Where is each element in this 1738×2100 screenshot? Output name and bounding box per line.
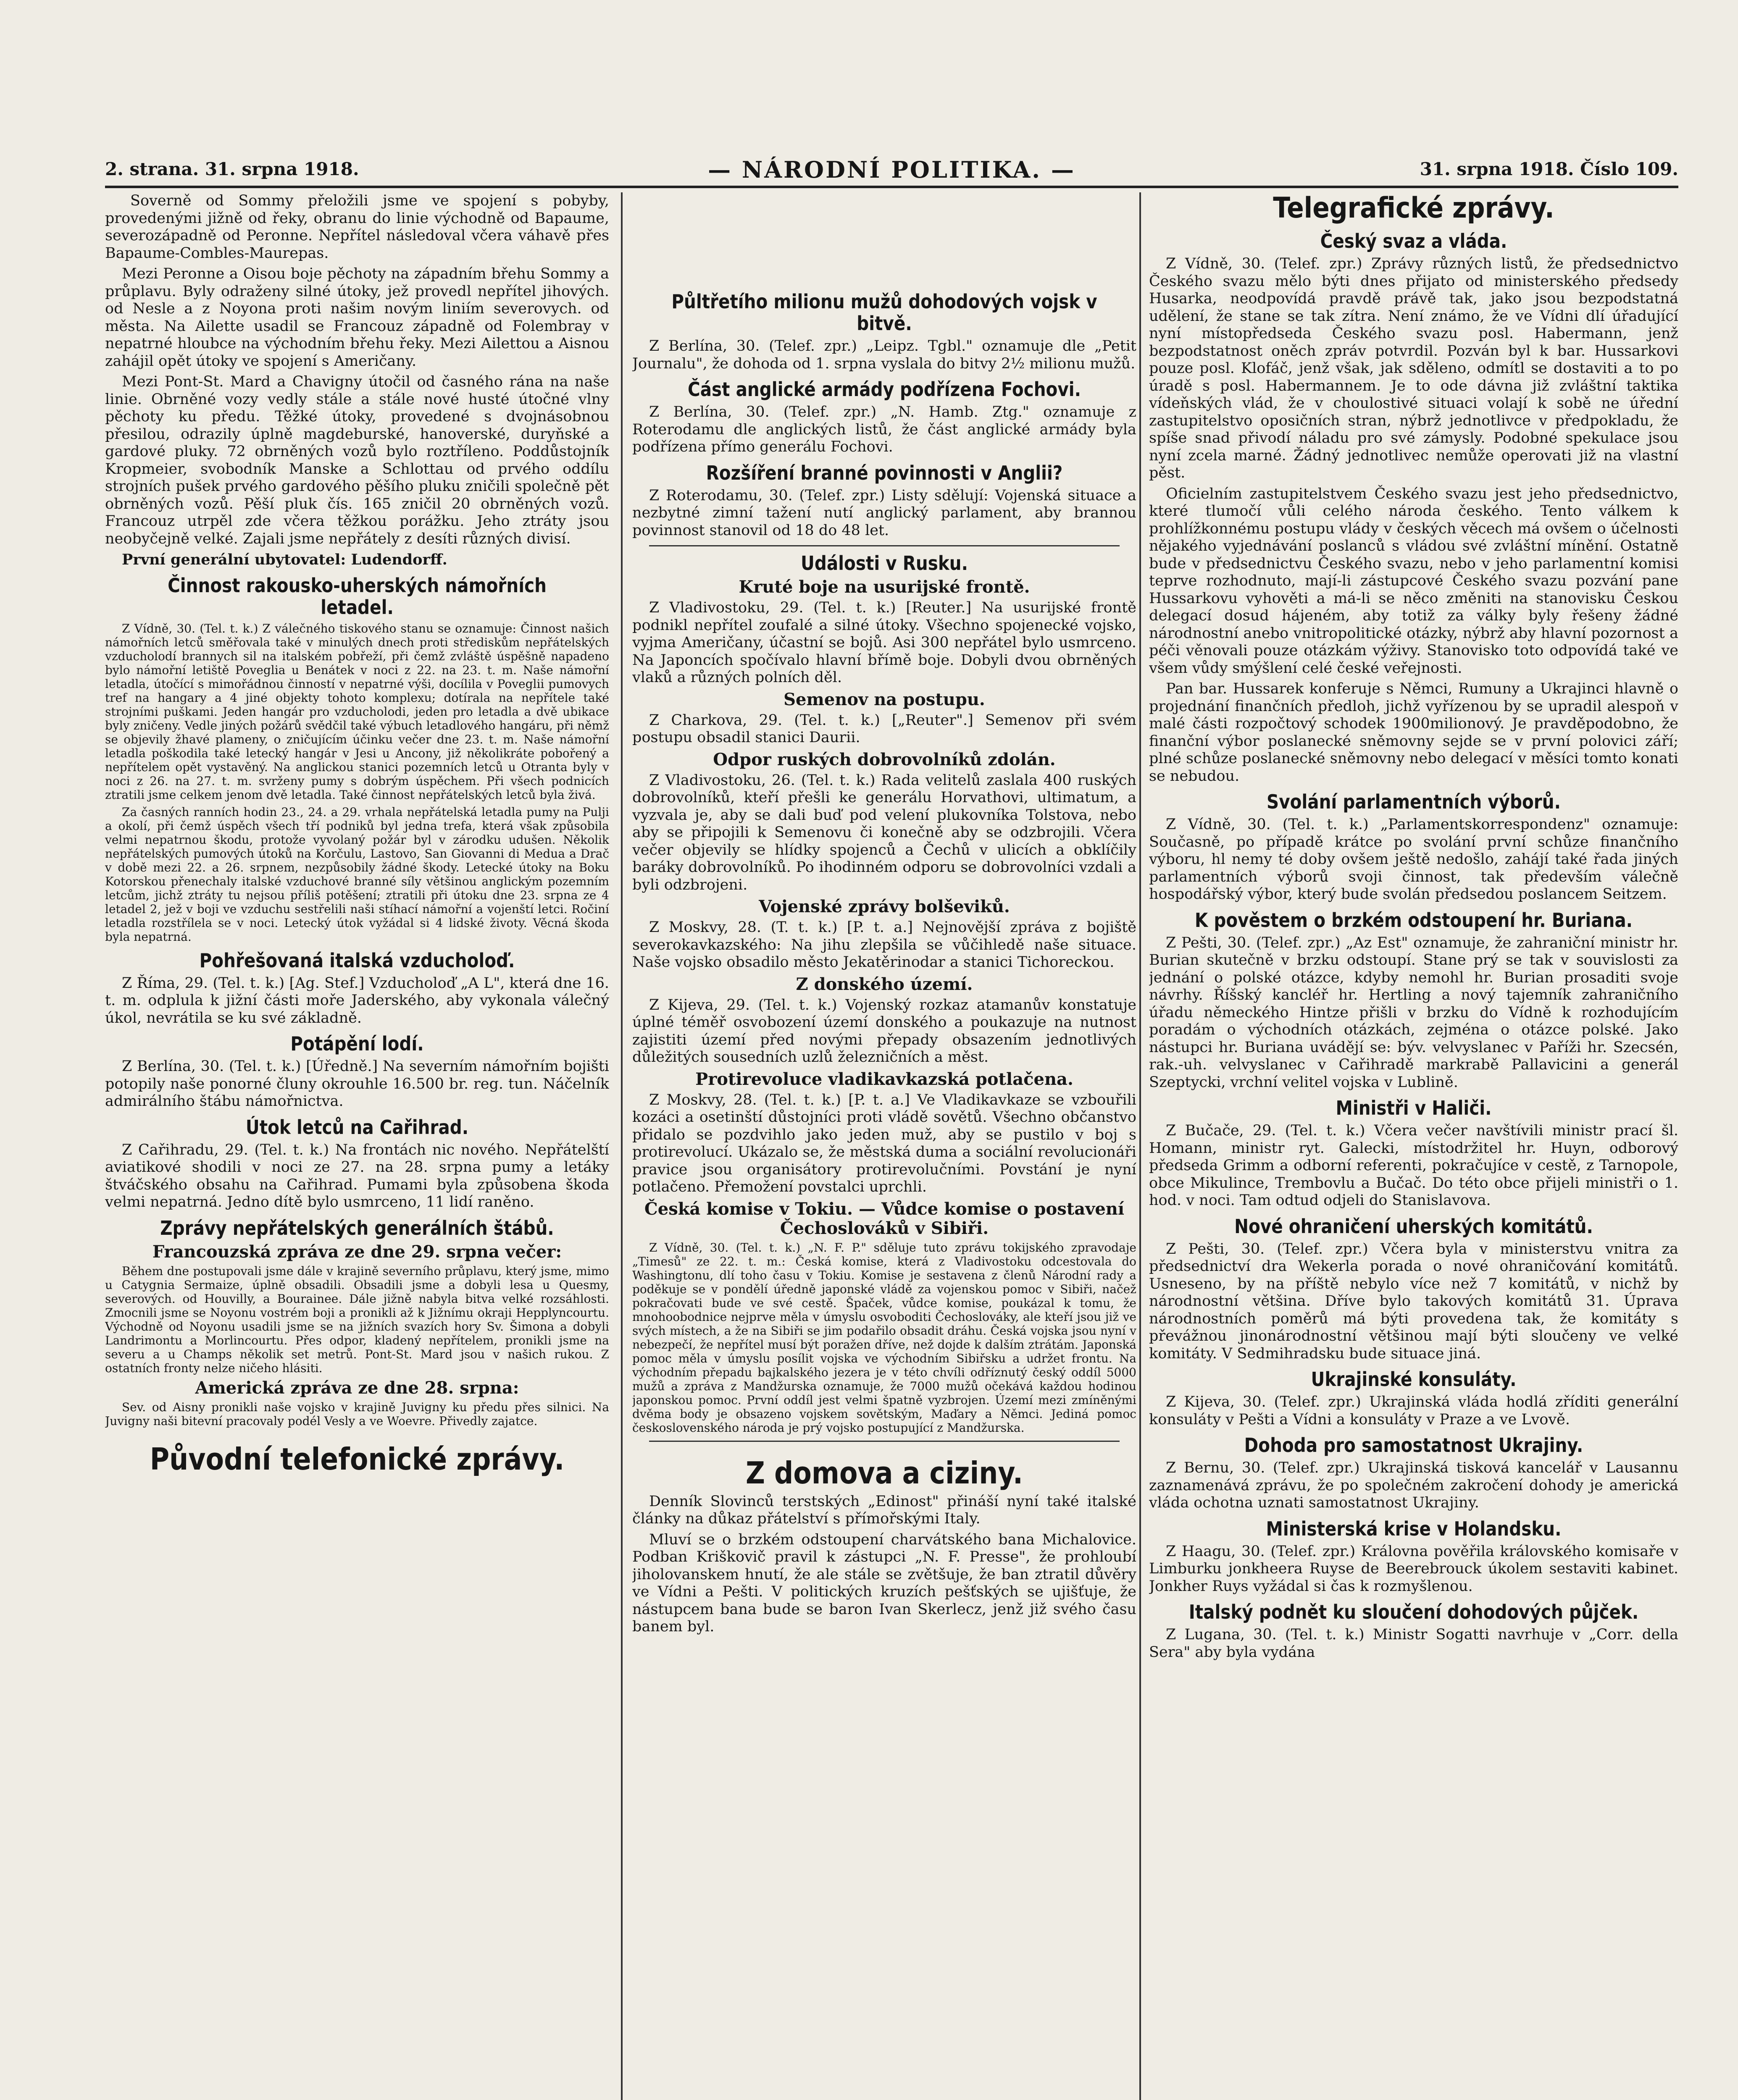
signature: První generální ubytovatel: Ludendorff. — [122, 551, 447, 568]
subheadline: Francouzská zpráva ze dne 29. srpna večer: — [152, 1242, 562, 1262]
article-paragraph: Z Berlína, 30. (Telef. zpr.) „Leipz. Tgbl." oznamuje dle „Petit Journalu", že dohoda od 1. srpna vyslala do bitvy 2½ milionu mužů. — [632, 338, 1136, 372]
article-paragraph: Z Pešti, 30. (Telef. zpr.) „Az Est" oznamuje, že zahraniční ministr hr. Burian skutečně v brzku odstoupí. Stane prý se tak v souvislosti za jednání o polské otázce, kdyby nemohl hr. Burian prosaditi svoje návrhy. Říšský kancléř hr. Hertling a nový tajemník zahraničního úřadu německého Hintze přišli v brzku do Vídně k rozhodujícím poradám o východních otázkách, zejména o otázce polské. Jako nástupci hr. Buriana uvádějí se: býv. velvyslanec v Paříži hr. Szecsén, rak.-uh. velvyslanec v Cařihradě markrabě Pallavicini a generál Szeptycki, vrchní velitel vojska v Lublině. — [1149, 934, 1678, 1091]
article-paragraph: Z Haagu, 30. (Telef. zpr.) Královna pověřila královského komisaře v Limburku jonkheera Ruyse de Beerebrouck úkolem sestaviti kabinet. Jonkher Ruys vyžádal si čas k rozmyšlenou. — [1149, 1543, 1678, 1595]
headline: Půltřetího milionu mužů dohodových vojsk v bitvě. — [671, 290, 1097, 335]
newspaper-title: — NÁRODNÍ POLITIKA. — — [708, 156, 1075, 183]
subheadline: Americká zpráva ze dne 28. srpna: — [195, 1378, 519, 1398]
article-paragraph: Z Vladivostoku, 26. (Tel. t. k.) Rada velitelů zaslala 400 ruských dobrovolníků, kteří přešli ke generálu Horvathovi, ultimatum, a vyzvala je, aby se dali buď pod velení plukovníka Tolstova, nebo aby se připojili k Semenovu či konečně aby se odzbrojili. Včera večer objevily se hlídky spojenců a Čechů v ulicích a obklíčily baráky dobrovolníků. Po ihodinném odporu se dobrovolníci vzdali a byli odzbrojeni. — [632, 772, 1136, 893]
article-paragraph: Z Pešti, 30. (Telef. zpr.) Včera byla v ministerstvu vnitra za předsednictví dra Wekerla porada o nové ohraničování komitátů. Usneseno, by na příště nebylo více než 7 komitátů, v nichž by národnostní většina. Dříve bylo takových komitátů 31. Úprava národnostních poměrů má býti provedena tak, že komitáty s převážnou jinonárodnostní většinou mají býti sloučeny ve velké komitáty. V Sedmihradsku bude situace jiná. — [1149, 1240, 1678, 1362]
headline: Rozšíření branné povinnosti v Anglii? — [706, 461, 1063, 484]
article-paragraph: Z Charkova, 29. (Tel. t. k.) [„Reuter".] Semenov při svém postupu obsadil stanici Daurii. — [632, 711, 1136, 746]
article-paragraph: Z Kijeva, 29. (Tel. t. k.) Vojenský rozkaz atamanův konstatuje úplné téměř osvobození území donského a poukazuje na nutnost zajistiti území před novými přepady obsazením jednotlivých důležitých sousedních uzlů železničních a měst. — [632, 996, 1136, 1066]
section-headline: Původní telefonické zprávy. — [150, 1441, 565, 1477]
headline: Ministři v Haliči. — [1336, 1097, 1492, 1119]
issue-date: 2. strana. 31. srpna 1918. — [105, 159, 359, 179]
column-1 — [105, 192, 609, 2100]
headline: Pohřešovaná italská vzducholoď. — [199, 949, 515, 972]
article-paragraph: Z Vídně, 30. (Tel. t. k.) „Parlamentskorrespondenz" oznamuje: Současně, po případě krátce po svolání první schůze finančního výboru, hl nemy té doby ovšem ještě nedošlo, zahájí také řada jiných parlamentních výborů svoji činnost, tak především válečně hospodářský výbor, který bude svolán předsedou poslancem Seitzem. — [1149, 816, 1678, 903]
headline: Italský podnět ku sloučení dohodových půjček. — [1188, 1601, 1639, 1623]
article-paragraph: Z Bernu, 30. (Telef. zpr.) Ukrajinská tisková kancelář v Lausannu zaznamenává zprávu, že po společném zakročení dohody je americká vláda ochotna uznati samostatnost Ukrajiny. — [1149, 1460, 1678, 1511]
article-paragraph: Z Vídně, 30. (Tel. t. k.) Z válečného tiskového stanu se oznamuje: Činnost našich námořních letců směřovala také v minulých dnech proti střediskům nepřátelských vzducholodí brannych sil na italském pobřeží, při čemž zvláště úspěšně napadeno bylo námořní letiště Povegliа u Benátek v noci z 22. na 23. t. m. Naše námořní letadla, útočící s mimořádnou činností v nepatrné výši, docílila v Povegliі pumovych tref na hangary a 4 jiné objekty tohoto komplexu; dotírala na nepřítele také strojními puškami. Jeden hangár pro vzducholodi, jeden pro letadla a dvě ubikace byly zničeny. Vedle jiných požárů svědčil také výbuch letadlového hangáru, při němž se objevily žhavé plameny, o zničujícím účinku večer dne 23. t. m. Naše námořní letadla poškodila také letecký hangár v Jesi u Ancony, již několikráte pobořený a nepřítelem opět vystavěný. Na anglickou stanici pozemních letců u Otranta byly v noci z 26. na 27. t. m. svrženy pumy s dobrým úspěchem. Při všech podnicích ztratili jsme celkem jenom dvě letadla. Také činnost nepřátelských letců byla živá. — [105, 621, 609, 802]
issue-number: 31. srpna 1918. Číslo 109. — [1420, 159, 1678, 179]
article-paragraph: Soverně od Sommy přeložili jsme ve spojení s pobyby, provedenými jižně od řeky, obranu do linie východně od Bapaume, severozápadně od Peronne. Nepřítel následoval včera váhavě přes Bapaume-Combles-Maurepas. — [105, 192, 609, 262]
article-paragraph: Z Vídně, 30. (Telef. zpr.) Zprávy různých listů, že předsednictvo Českého svazu mělo býti dnes přijato od ministerského předsedy Husarka, neodpovídá pravdě právě tak, jako jsou bezpodstatná udělení, že stane se tak zítra. Není známo, že ve Vídni dlí úřadující nyní místopředseda Českého svazu posl. Habermann, jenž bezpodstatnost oněch zpráv potvrdil. Pozván byl k bar. Hussarkovi pouze posl. Klofáč, jenž však, jak sděleno, odmítl se dostaviti a to po úradě s posl. Habermannem. Je to ode dávna již zvláštní taktika vídeňských vlád, že v choulostivé situaci volají k sobě ne úřední zastupitelstvo oposičních stran, nýbrž jednotlivce v předpokladu, že spíše snad přivodí náladu pro své zámysly. Podobné spekulace jsou nyní zcela marné. Žádný jednotlivec nemůže operovati již na vlastní pěst. — [1149, 255, 1678, 481]
column-rule — [621, 192, 623, 2100]
article-paragraph: Pan bar. Hussarek konferuje s Němci, Rumuny a Ukrajinci hlavně o projednání finančních předloh, jichž vyřízenou by se upradil alespoň v malé části rozpočtový schodek 1900milionový. Je pravděpodobno, že finanční výbor poslanecké sněmovny sejde se v první polovici září; plné schůze poslanecké sněmovny nebo delegací v měsíci tomto konati se nebudou. — [1149, 680, 1678, 785]
article-paragraph: Mezi Pont-St. Mard a Chavigny útočil od časného rána na naše linie. Obrněné vozy vedly stále a stále nové husté útočné vlny pěchoty ku předu. Těžké útoky, provedené s dvojnásobnou přesilou, odrazily úplně magdeburské, hanoverské, duryňské a gardové pluky. 72 obrněných vozů bylo roztříleno. Poddůstojník Kropmeier, svobodník Manske a Schlottau od prvého oddílu strojních pušek prvého gardového pěšího pluku zničili společně pět obrněných vozů. Pěší pluk čís. 165 zničil 20 obrněných vozů. Francouz utrpěl zde včera těžkou porážku. Jeho ztráty jsou neobyčejně velké. Zajali jsme nepřátely z desíti různých divisí. — [105, 373, 609, 547]
column-2 — [632, 192, 1136, 2100]
subheadline: Semenov na postupu. — [784, 689, 985, 709]
article-paragraph: Za časných ranních hodin 23., 24. a 29. vrhala nepřátelská letadla pumy na Pulji a okolí, při čemž úspěch všech tří podniků byl jedna trefa, která však způsobila velmi nepatrnou škodu, protože vyvolaný požár byl v zárodku udušen. Několik nepřátelských pumových útoků na Korčulu, Lastovo, San Giovanni di Medua a Drač v době mezi 22. a 26. srpnem, nezpůsobily žádné škody. Letecké útoky na Boku Kotorskou přenechaly italské vzduchové branné síly většinou anglickým pozemním letcům, jichž ztráty tu nejsou příliš potěšení; ztratili při útoku dne 23. srpna ze 4 letadel 2, jež v boji ve vzduchu sestřelili naši stíhací námořní a vojenští letci. Ročiní letadla rozstřílela se v noci. Letecký útok vyžádal si 4 lidské životy. Věcná škoda byla nepatrná. — [105, 805, 609, 944]
article-paragraph: Z Říma, 29. (Tel. t. k.) [Ag. Stef.] Vzducholoď „A L", která dne 16. t. m. odplula k jižní části moře Jaderského, aby vykonala válečný úkol, nevrátila se ku své základně. — [105, 974, 609, 1026]
article-paragraph: Z Lugana, 30. (Tel. t. k.) Ministr Sogatti navrhuje v „Corr. della Sera" aby byla vydána — [1149, 1626, 1678, 1661]
headline: Dohoda pro samostatnost Ukrajiny. — [1244, 1434, 1583, 1457]
article-paragraph: Denník Slovinců terstských „Edinost" přináší nyní také italské články na důkaz přátelství s přímořskými Italy. — [632, 1493, 1136, 1527]
article-paragraph: Z Vídně, 30. (Tel. t. k.) „N. F. P." sděluje tuto zprávu tokijského zpravodaje „Timesů" ze 22. t. m.: Česká komise, která z Vladivostoku odcestovala do Washingtonu, dlí toho času v Tokiu. Komise je sestavena z členů Národní rady a poděkuje se v pondělí úředně japonské vládě za vojenskou pomoc v Sibiři, načež pokračovati bude ve své cestě. Špaček, vůdce komise, poukázal k tomu, že mnohoobodnice nejprve měla v úmyslu osvoboditi Čechoslováky, ale kteří jsou již ve svých místech, a že na Sibiři se jim podařilo obsadit dráhu. Česká vojska jsou nyní v nebezpečí, že nepřítel musí být poražen dříve, než dojde k dalším ztrátám. Japonská pomoc měla v úmyslu posílit vojska ve východním Sibiřsku a udržet frontu. Na východním přepadu bajkalského jezera je v této chvíli odříznutý český oddíl 5000 mužů a zpráva z Mandžurska oznamuje, že 7000 mužů očekává každou hodinou japonskou pomoc. První oddíl jest velmi špatně vyzbrojen. Území mezi zmíněnými dvěma body je obsazeno vojskem sovětským, Maďary a Němci. Jediná pomoc československého národa je prý vojsko postupující z Mandžurska. — [632, 1240, 1136, 1435]
column-3 — [1149, 192, 1678, 2100]
section-headline: Z domova a ciziny. — [746, 1455, 1023, 1491]
headline: Český svaz a vláda. — [1320, 230, 1507, 252]
headline: Nové ohraničení uherských komitátů. — [1234, 1215, 1593, 1238]
article-paragraph: Z Kijeva, 30. (Telef. zpr.) Ukrajinská vláda hodlá zříditi generální konsuláty v Pešti a Vídni a konsuláty v Praze a ve Lvově. — [1149, 1394, 1678, 1428]
article-paragraph: Mluví se o brzkém odstoupení charvátského bana Michalovice. Podban Kriškovič pravil k zástupci „N. F. Presse", že prohloubí jiholovanskem hnutí, že ale stále se zvětšuje, že ban ztratil důvěry ve Vídni a Pešti. V politických kruzích pešťských se ujišťuje, že nástupcem bana bude se baron Ivan Skerlecz, jenž již svého času banem byl. — [632, 1531, 1136, 1635]
article-paragraph: Oficielním zastupitelstvem Českého svazu jest jeho předsednictvo, které tlumočí vůli celého národa českého. Tento válkem k prohlížkonnému postupu vlády v českých věcech má ovšem o účelnosti nějakého vyjednávání poslanců s vládou své zvláštní mínění. Ostatně bude v předsednictvu Českého svazu, nebo v jeho parlamentní komisi teprve rozhodnuto, mají-li zástupcové Českého svazu pozvání pane Hussarkovu vyhověti a má-li se něco změniti na stanovisku Českou delegací dosud hájeném, aby totiž za války byly řešeny žádné národnostní anebo vnitropolitické otázky, nýbrž aby hlavní pozornost a péči věnovali pouze otázkám výživy. Stanovisko toto odpovídá také ve všem vůdy smýšlení celé české veřejnosti. — [1149, 485, 1678, 677]
subheadline: Kruté boje na usurijské frontě. — [739, 577, 1030, 597]
column-rule — [1139, 192, 1141, 2100]
headline: Svolání parlamentních výborů. — [1267, 790, 1561, 813]
subheadline: Odpor ruských dobrovolníků zdolán. — [713, 749, 1056, 769]
headline: Zprávy nepřátelských generálních štábů. — [160, 1216, 554, 1239]
article-paragraph: Z Roterodamu, 30. (Telef. zpr.) Listy sdělují: Vojenská situace a nezbytné zimní tažení nutí anglický parlament, aby brannou povinnost stanovil od 18 do 48 let. — [632, 487, 1136, 539]
headline: Události v Rusku. — [801, 552, 968, 575]
subheadline: Protirevoluce vladikavkazská potlačena. — [695, 1069, 1073, 1089]
headline: Ukrajinské konsuláty. — [1311, 1368, 1517, 1391]
article-paragraph: Z Cařihradu, 29. (Tel. t. k.) Na frontách nic nového. Nepřátelští aviatikové shodili v noci ze 27. na 28. srpna pumy a letáky štváčského obsahu na Cařihrad. Pumami byla způsobena škoda velmi nepatrná. Jedno dítě bylo usmrceno, 11 lidí raněno. — [105, 1141, 609, 1210]
article-paragraph: Během dne postupovali jsme dále v krajině severního průplavu, který jsme, mimo u Catygnia Sermaize, úplně obsadili. Obsadili jsme a dobyli lesa u Quesmy, severových. od Houvilly, a Bourainee. Dále jižně nabyla bitva velké rozsáhlosti. Zmocnili jsme se Noyonu vostrém boji a pronikli až k Jižnímu okraji Hepplyncourtu. Východně od Noyonu usadili jsme se na jižních svazích hory Sv. Šimona a dobyli Landrimontu a Morlincourtu. Přes odpor, kladený nepřítelem, pronikli jsme na severu a u Champs několik set metrů. Pont-St. Mard jsou v našich rukou. Z ostatních fronty nelze ničeho hlásiti. — [105, 1264, 609, 1375]
headline: Potápění lodí. — [290, 1032, 424, 1055]
headline: Útok letců na Cařihrad. — [245, 1116, 469, 1139]
article-paragraph: Z Moskvy, 28. (T. t. k.) [P. t. a.] Nejnovější zpráva z bojiště severokavkazského: Na jihu zlepšila se vůčihledě naše situace. Naše vojsko obsadilo město Jekatěrinodar a stanici Tichoreckou. — [632, 919, 1136, 971]
article-paragraph: Z Bučače, 29. (Tel. t. k.) Včera večer navštívili ministr prací šl. Homann, ministr ryt. Galecki, místodržitel hr. Huyn, odborový předseda Grimm a odborní referenti, pokračujíce v cestě, z Tarnopole, obce Mikulince, Trembovlu a Bučač. Do této obce přijeli ministři o 1. hod. v noci. Tam odtud odjeli do Stanislavova. — [1149, 1122, 1678, 1209]
headline: Ministerská krise v Holandsku. — [1266, 1517, 1562, 1540]
headline: K pověstem o brzkém odstoupení hr. Buriana. — [1194, 908, 1633, 932]
separator — [649, 1441, 1120, 1442]
article-paragraph: Z Berlína, 30. (Tel. t. k.) [Úředně.] Na severním námořním bojišti potopily naše ponorné čluny okrouhle 16.500 br. reg. tun. Náčelník admirálního štábu námořnictva. — [105, 1058, 609, 1110]
article-paragraph: Mezi Peronne a Oisou boje pěchoty na západním břehu Sommy a průplavu. Byly odraženy silné útoky, jež provedl nepřítel jihových. od Nesle a z Noyona proti našim novým liniím severovych. od města. Na Ailette usadil se Francouz západně od Folembray v nepatrné hloubce na východním břehu řeky. Mezi Ailettou a Aisnou zahájil opět útoky ve spojení s Američany. — [105, 265, 609, 370]
subheadline: Z donského území. — [796, 974, 973, 994]
subheadline: Vojenské zprávy bolševiků. — [759, 897, 1010, 916]
masthead — [105, 156, 1678, 188]
headline: Činnost rakousko-uherských námořních letadel. — [168, 574, 547, 619]
article-paragraph: Sev. od Aisny pronikli naše vojsko v krajině Juvigny ku předu přes silnici. Na Juvigny naši bitevní pracovaly podél Vesly a ve Woevre. Přivedly zajatce. — [105, 1400, 609, 1428]
article-paragraph: Z Vladivostoku, 29. (Tel. t. k.) [Reuter.] Na usurijské frontě podnikl nepřítel zoufalé a silné útoky. Všechno spojenecké vojsko, vyjma Američany, účastní se bojů. Asi 300 nepřátel bylo usmrceno. Na Japoncích spočívalo hlavní břímě boje. Dobyli dvou obrněných vlaků a různých polních děl. — [632, 599, 1136, 686]
headline: Část anglické armády podřízena Fochovi. — [688, 378, 1081, 401]
article-paragraph: Z Moskvy, 28. (Tel. t. k.) [P. t. a.] Ve Vladikavkaze se vzbouřili kozáci a osetinští důstojníci proti vládě sovětů. Všechno občanstvo přidalo se pozdvihlo jako jeden muž, aby se pustilo v boj s protirevolucí. Ukázalo se, že městská duma a sociální revolucionáři pravice jsou organisátory protirevolučními. Povstání je nyní potlačeno. Přemožení povstalci uprchli. — [632, 1091, 1136, 1195]
section-title: Telegrafické zprávy. — [1273, 192, 1554, 225]
separator — [649, 545, 1120, 546]
subheadline: Česká komise v Tokiu. — Vůdce komise o postavení Čechoslováků v Sibiři. — [644, 1199, 1125, 1238]
article-paragraph: Z Berlína, 30. (Telef. zpr.) „N. Hamb. Ztg." oznamuje z Roterodamu dle anglických listů, že část anglické armády byla podřízena přímo generálu Fochovi. — [632, 404, 1136, 455]
